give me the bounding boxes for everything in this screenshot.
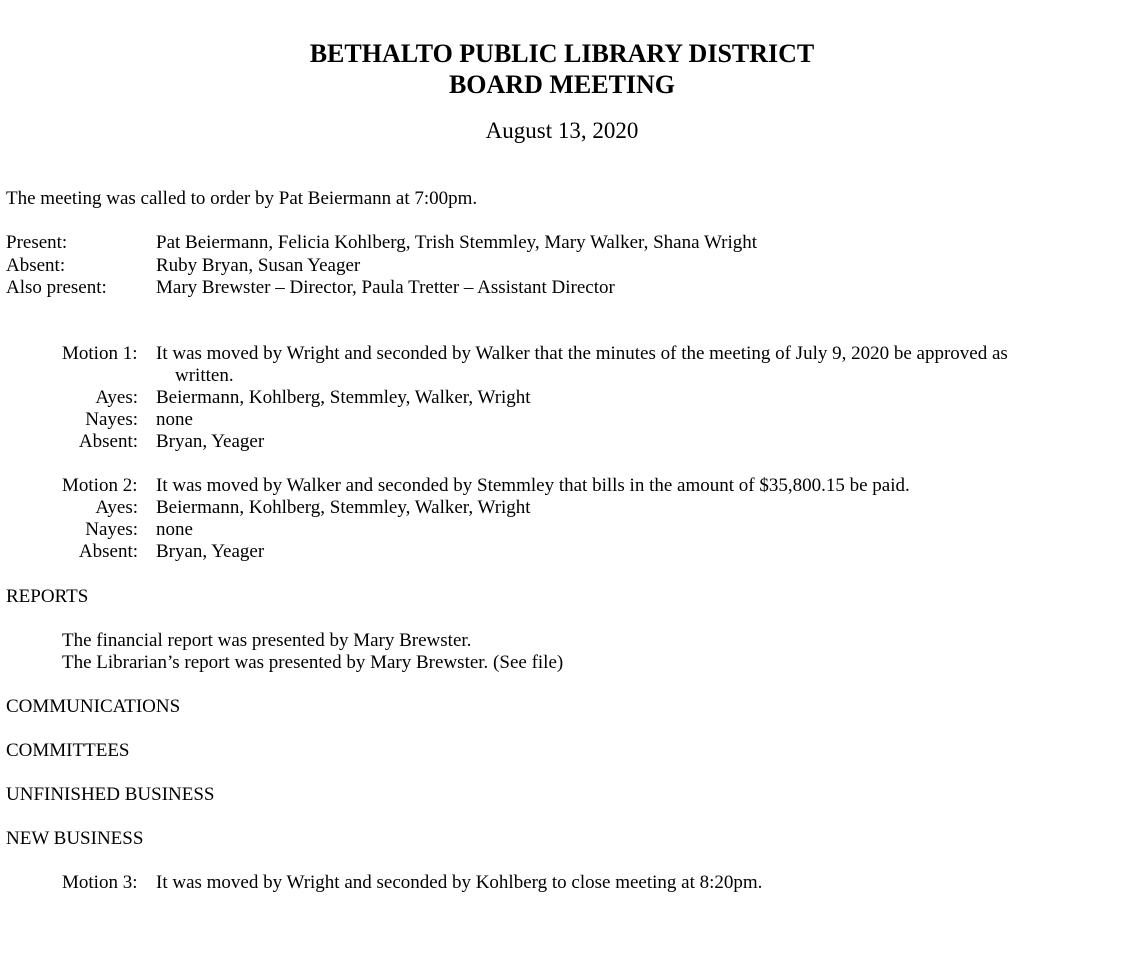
vote-label: Absent: <box>78 541 138 562</box>
section-heading-committees: COMMITTEES <box>6 740 130 761</box>
vote-value: Beiermann, Kohlberg, Stemmley, Walker, Wright <box>156 497 531 518</box>
attendance-row-present <box>0 232 1124 254</box>
motion-3 <box>0 872 1124 894</box>
vote-value: Beiermann, Kohlberg, Stemmley, Walker, Wright <box>156 387 531 408</box>
vote-nayes-row <box>0 409 1124 431</box>
vote-label: Nayes: <box>85 409 138 430</box>
motion-label: Motion 2: <box>62 475 138 496</box>
vote-label: Absent: <box>78 431 138 452</box>
vote-absent-row <box>0 541 1124 563</box>
vote-absent-row <box>0 431 1124 453</box>
opening-statement: The meeting was called to order by Pat Beiermann at 7:00pm. <box>6 188 478 209</box>
motion-text: It was moved by Wright and seconded by Walker that the minutes of the meeting of July 9, 2020 be approved as <box>156 343 1008 364</box>
motion-text-continuation: written. <box>175 365 234 386</box>
attendance-value: Ruby Bryan, Susan Yeager <box>156 255 361 276</box>
section-heading-new-business: NEW BUSINESS <box>6 828 144 849</box>
vote-ayes-row <box>0 497 1124 519</box>
vote-value: Bryan, Yeager <box>156 431 265 452</box>
section-heading-unfinished-business: UNFINISHED BUSINESS <box>6 784 215 805</box>
meeting-date: August 13, 2020 <box>485 118 639 143</box>
attendance-row-absent <box>0 255 1124 277</box>
motion-label: Motion 3: <box>62 872 138 893</box>
vote-nayes-row <box>0 519 1124 541</box>
motion-continuation-row <box>0 365 1124 387</box>
section-heading-communications: COMMUNICATIONS <box>6 696 181 717</box>
vote-label: Ayes: <box>95 497 138 518</box>
attendance-label: Also present: <box>6 277 107 298</box>
motion-label: Motion 1: <box>62 343 138 364</box>
motion-row <box>0 343 1124 365</box>
motion-row <box>0 475 1124 497</box>
document-title-line2: BOARD MEETING <box>448 70 676 99</box>
attendance-value: Mary Brewster – Director, Paula Tretter – Assistant Director <box>156 277 615 298</box>
vote-value: none <box>156 409 193 430</box>
attendance-label: Absent: <box>6 255 66 276</box>
title-block <box>0 38 1124 144</box>
vote-ayes-row <box>0 387 1124 409</box>
vote-label: Nayes: <box>85 519 138 540</box>
attendance-value: Pat Beiermann, Felicia Kohlberg, Trish Stemmley, Mary Walker, Shana Wright <box>156 232 757 253</box>
attendance-row-also-present <box>0 277 1124 299</box>
report-line: The financial report was presented by Mary Brewster. <box>62 630 472 651</box>
motion-text: It was moved by Walker and seconded by Stemmley that bills in the amount of $35,800.15 be paid. <box>156 475 910 496</box>
section-heading-reports: REPORTS <box>6 586 89 607</box>
vote-label: Ayes: <box>95 387 138 408</box>
attendance-label: Present: <box>6 232 68 253</box>
report-line: The Librarian’s report was presented by Mary Brewster. (See file) <box>62 652 564 673</box>
vote-value: Bryan, Yeager <box>156 541 265 562</box>
document-title-line1: BETHALTO PUBLIC LIBRARY DISTRICT <box>309 39 815 68</box>
motion-text: It was moved by Wright and seconded by Kohlberg to close meeting at 8:20pm. <box>156 872 763 893</box>
vote-value: none <box>156 519 193 540</box>
